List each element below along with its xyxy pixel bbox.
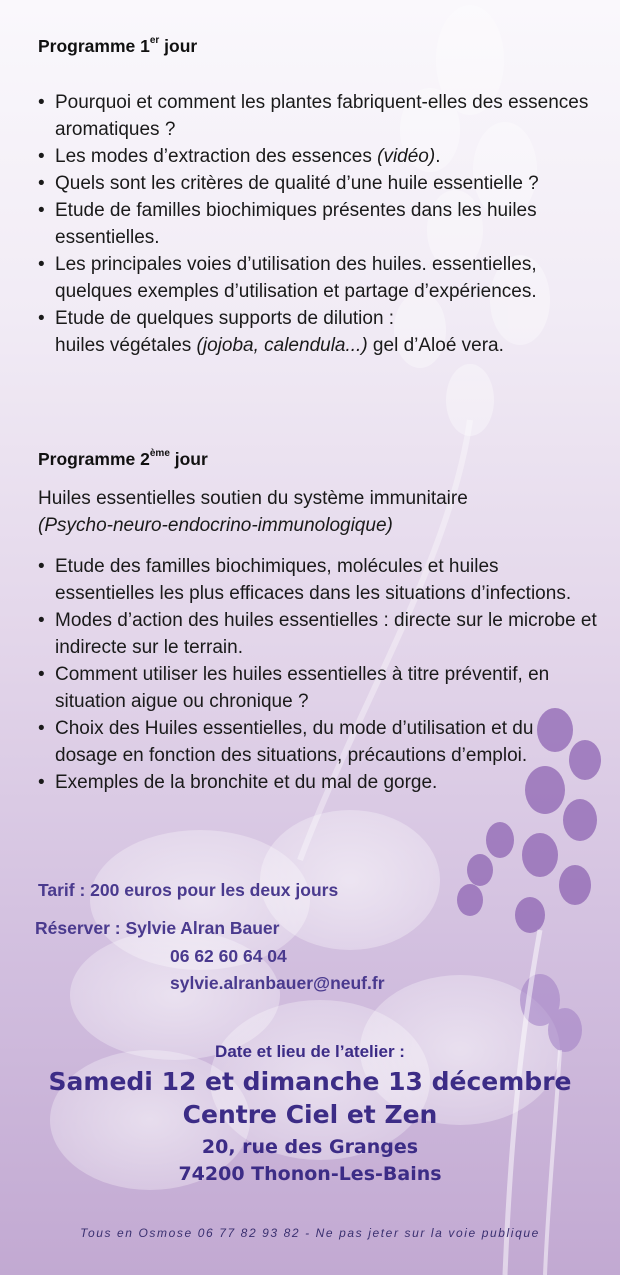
price-info: Tarif : 200 euros pour les deux jours [38,880,339,900]
list-item: • Pourquoi et comment les plantes fabriquent-elles des essences aromatiques ? [38,92,589,140]
day2-intro-line2: (Psycho-neuro-endocrino-immunologique) [38,515,393,536]
list-item: • Etude de familles biochimiques présentes dans les huiles essentielles. [38,200,537,248]
list-item: • Comment utiliser les huiles essentielles à titre préventif, en situation aigue ou chronique ? [38,664,550,712]
day2-list [38,553,598,796]
list-item: • Etude des familles biochimiques, molécules et huiles essentielles les plus efficaces dans les situations d’infections. [38,556,572,604]
day2-intro-line1: Huiles essentielles soutien du système immunitaire [38,488,468,509]
event-street: 20, rue des Granges [201,1136,419,1158]
footer-note: Tous en Osmose 06 77 82 93 82 - Ne pas jeter sur la voie publique [80,1226,540,1240]
phone-number: 06 62 60 64 04 [170,946,287,966]
list-item: • Les modes d’extraction des essences (vidéo). [38,146,441,167]
list-item: • Les principales voies d’utilisation des huiles. essentielles, quelques exemples d’utilisation et partage d’expériences. [38,254,537,302]
day1-heading: Programme 1er jour [38,35,198,56]
list-item: • Exemples de la bronchite et du mal de gorge. [38,772,438,793]
list-item: • Etude de quelques supports de dilution : huiles végétales (jojoba, calendula...) gel d’Aloé vera. [38,308,504,356]
day2-heading: Programme 2ème jour [38,448,208,469]
list-item: • Quels sont les critères de qualité d’une huile essentielle ? [38,173,539,194]
event-city: 74200 Thonon-Les-Bains [178,1163,442,1185]
event-date-label: Date et lieu de l’atelier : [215,1042,405,1061]
event-date: Samedi 12 et dimanche 13 décembre [48,1067,572,1096]
day1-list [38,89,598,359]
reservation-contact: Réserver : Sylvie Alran Bauer [35,918,280,938]
day2-intro [38,485,598,539]
list-item: • Choix des Huiles essentielles, du mode d’utilisation et du dosage en fonction des situations, précautions d’emploi. [38,718,534,766]
list-item: • Modes d’action des huiles essentielles : directe sur le microbe et indirecte sur le terrain. [38,610,597,658]
event-venue: Centre Ciel et Zen [182,1100,438,1129]
email-address: sylvie.alranbauer@neuf.fr [170,973,385,993]
